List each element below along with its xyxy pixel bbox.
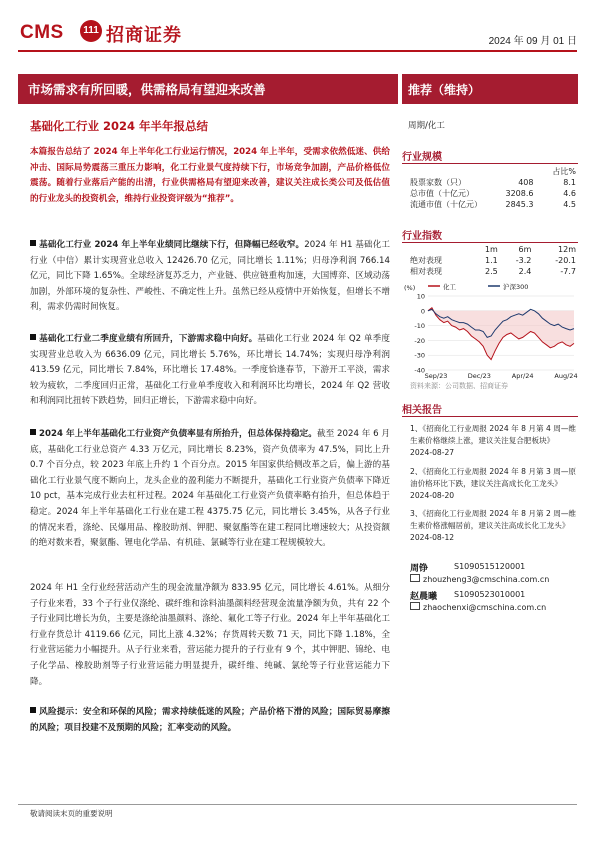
row-label: 绝对表现 — [410, 256, 442, 265]
bullet-square-icon — [30, 707, 36, 713]
section-lead: 2024 年上半年基础化工行业资产负债率显有所抬升，但总体保持稳定。 — [39, 429, 317, 439]
chart-ytick-label: 10 — [416, 292, 425, 301]
footer-divider — [18, 804, 577, 805]
row-share: 4.5 — [563, 200, 576, 209]
chart-ylabel: (%) — [404, 284, 416, 292]
analyst-block — [410, 561, 526, 574]
industry-scale-table — [410, 166, 576, 210]
chart-xtick-label: Dec/23 — [467, 372, 491, 380]
section-4 — [30, 581, 390, 690]
analyst-block — [410, 589, 526, 602]
section-2 — [30, 332, 390, 410]
row-label: 流通市值（十亿元） — [410, 200, 482, 209]
logo-chinese-name: 招商证券 — [106, 25, 182, 46]
footer-note: 敬请阅读末页的重要说明 — [30, 809, 113, 818]
chart-xtick-label: Apr/24 — [511, 372, 534, 380]
section-divider — [402, 416, 578, 417]
section-divider — [402, 163, 578, 164]
related-report-item[interactable]: 1、《招商化工行业周报 2024 年 8 月第 4 周—维生素价格继续上涨，建议关注复合肥板块》2024-08-27 — [410, 424, 577, 457]
legend-chemical: 化工 — [443, 283, 456, 291]
analyst-email-row — [410, 574, 549, 584]
chart-ytick-label: -20 — [414, 336, 425, 345]
chart-ytick-label: 0 — [420, 307, 425, 316]
report-date: 2024 年 09 月 01 日 — [488, 36, 577, 47]
section-lead: 基础化工行业二季度业绩有所回升，下游需求稳中向好。 — [39, 334, 258, 344]
cell: 2.5 — [485, 267, 498, 276]
related-report-item[interactable]: 2、《招商化工行业周报 2024 年 8 月第 3 周—原油价格环比下跌，建议关注高成长化工龙头》2024-08-20 — [410, 467, 577, 500]
row-label: 总市值（十亿元） — [410, 189, 474, 198]
section-lead: 基础化工行业 2024 年上半年业绩同比继续下行，但降幅已经收窄。 — [39, 240, 305, 250]
chart-ytick-label: -30 — [414, 351, 425, 360]
analyst-email[interactable]: zhouzheng3@cmschina.com.cn — [423, 575, 550, 584]
table-row — [410, 177, 576, 188]
analyst-name: 赵晨曦 — [410, 592, 438, 602]
summary-paragraph: 本篇报告总结了 2024 年上半年化工行业运行情况，2024 年上半年，受需求依然低迷、供给冲击、国际局势震荡三重压力影响，化工行业景气度持续下行，市场竞争加剧，产品价格低位震荡。随着行业落后产能的出清，行业供需格局有望迎来改善，建议关注成长类公司及低估值的行业龙头的投资机会，维持行业投资评级为“推荐”。 — [30, 147, 390, 204]
share-header: 占比% — [552, 167, 576, 176]
industry-scale-header — [402, 145, 578, 163]
row-value: 2845.3 — [505, 200, 534, 209]
row-share: 8.1 — [563, 178, 576, 187]
cell: 1.1 — [485, 256, 498, 265]
section-text: 2024 年 H1 全行业经营活动产生的现金流量净额为 833.95 亿元，同比增长 4.61%。从细分子行业来看，33 个子行业仅涤纶、碳纤维和涂料油墨颜料经营现金流量净额为负，共有 22 个子行业同比增长为负，主要是涤纶油墨颜料、涤纶、氟化工等子行业。2024 年上半年基础化工行业存货总计 4119.66 亿元，同比上涨 4.32%；存货周转天数 71 天，同比下降 1.18%，全行业营运能力小幅提升。从子行业来看，营运能力提升的子行业有 9 个，其中钾肥、锦纶、电子化学品、橡胶助剂等子行业营运能力明显提升，碳纤维、纯碱、氯纶等子行业营运能力下降。 — [30, 583, 390, 687]
row-share: 4.6 — [563, 189, 576, 198]
mail-icon — [410, 602, 420, 610]
section-1 — [30, 238, 390, 316]
bullet-square-icon — [30, 429, 36, 435]
col-header: 12m — [558, 245, 576, 254]
section-text: 基础化工行业 2024 年 Q2 单季度实现营业总收入为 6636.09 亿元，同比增长 5.76%，环比增长 14.74%；实现归母净利润 413.59 亿元，同比增长 7.84%，环比增长 17.48%。一季度恰逢春节，下游开工平淡，需求较为疲软，二季度回归正常，基础化工行业单季度收入和利润环比均增长，2024 年 Q2 营收和利润同比扭转下跌趋势，回归正增长，下游需求稳中向好。 — [30, 334, 390, 407]
related-reports-title: 相关报告 — [402, 405, 442, 416]
mail-icon — [410, 574, 420, 582]
row-value: 3208.6 — [505, 189, 534, 198]
industry-index-title: 行业指数 — [402, 231, 442, 242]
logo-text: CMS — [20, 22, 64, 43]
report-subtitle: 基础化工行业 2024 年半年报总结 — [30, 119, 209, 133]
analyst-email[interactable]: zhaochenxi@cmschina.com.cn — [423, 603, 547, 612]
header-divider — [18, 50, 577, 52]
cell: 2.4 — [518, 267, 532, 276]
analyst-id: S1090515120001 — [454, 562, 526, 571]
row-label: 股票家数（只） — [410, 178, 466, 187]
analyst-email-row — [410, 602, 546, 612]
cell: -7.7 — [560, 267, 576, 276]
chart-ytick-label: -40 — [414, 366, 425, 375]
table-row — [410, 255, 576, 266]
col-header: 6m — [518, 245, 532, 254]
section-text: 2024 年 H1 基础化工行业（中信）累计实现营业总收入 12426.70 亿元，同比增长 1.11%；归母净利润 766.14 亿元，同比下降 1.65%。全球经济复苏乏力，产业链、供应链重构加速，大国博弈、区域动荡加剧，外部环境的复杂性、严峻性、不确定性上升。虽然已经从疫情中开始恢复，但增长不增利，需求仍需时间恢复。 — [30, 240, 391, 313]
cell: -20.1 — [555, 256, 576, 265]
index-chart — [402, 280, 578, 380]
bullet-square-icon — [30, 240, 36, 246]
legend-hs300: 沪深300 — [503, 283, 529, 291]
logo-badge: 111 — [80, 20, 102, 42]
chart-area-0 — [428, 308, 574, 360]
chart-source: 资料来源：公司数据、招商证券 — [410, 382, 508, 390]
industry-scale-title: 行业规模 — [402, 152, 442, 163]
section-divider — [402, 242, 578, 243]
section-3 — [30, 427, 390, 552]
cell: -3.2 — [515, 256, 532, 265]
table-row — [410, 199, 576, 210]
bullet-square-icon — [30, 334, 36, 340]
table-row — [410, 188, 576, 199]
table-row — [410, 266, 576, 277]
section-text: 截至 2024 年 6 月底，基础化工行业总资产 4.33 万亿元，同比增长 8.23%，资产负债率为 47.5%，同比上升 0.7 个百分点，较 2023 年底上升约 1 个百分点。2015 年国家供给侧改革之后，偏上游的基础化工行业景气度不断向上，龙头企业的盈利能力不断提升，基础化工行业资产负债率下降近 10 pct，基本完成行业去杠杆过程。2024 年基础化工行业资产负债率略有抬升，但总体趋于稳定。2024 年上半年基础化工行业在建工程 4375.75 亿元，同比增长 3.45%，从各子行业的情况来看，涤纶、民爆用品、橡胶助剂、钾肥、聚氨酯等在建工程同比增速较大；从投资额的绝对数来看，聚氨酯、锂电化学品、有机硅、氯碱等行业在建工程规模较大。 — [30, 429, 390, 549]
report-title: 市场需求有所回暖，供需格局有望迎来改善 — [28, 82, 266, 97]
row-label: 相对表现 — [410, 267, 442, 276]
risk-warning: 风险提示：安全和环保的风险；需求持续低迷的风险；产品价格下滑的风险；国际贸易摩擦的风险；项目投建不及预期的风险；汇率变动的风险。 — [30, 707, 390, 733]
row-value: 408 — [518, 178, 534, 187]
chart-xtick-label: Aug/24 — [554, 372, 578, 380]
industry-index-table — [410, 244, 576, 277]
analyst-id: S1090523010001 — [454, 590, 526, 599]
chart-xtick-label: Sep/23 — [424, 372, 448, 380]
sector-label: 周期/化工 — [408, 121, 445, 131]
section-risk — [30, 705, 390, 736]
col-header: 1m — [484, 245, 498, 254]
related-report-item[interactable]: 3、《招商化工行业周报 2024 年 8 月第 2 周—维生素价格涨幅居前，建议关注高成长化工龙头》2024-08-12 — [410, 509, 577, 542]
rating-label: 推荐（维持） — [408, 83, 481, 97]
analyst-name: 周铮 — [410, 564, 429, 574]
industry-index-header — [402, 224, 578, 242]
chart-ytick-label: -10 — [414, 322, 425, 331]
related-reports-header — [402, 398, 578, 416]
